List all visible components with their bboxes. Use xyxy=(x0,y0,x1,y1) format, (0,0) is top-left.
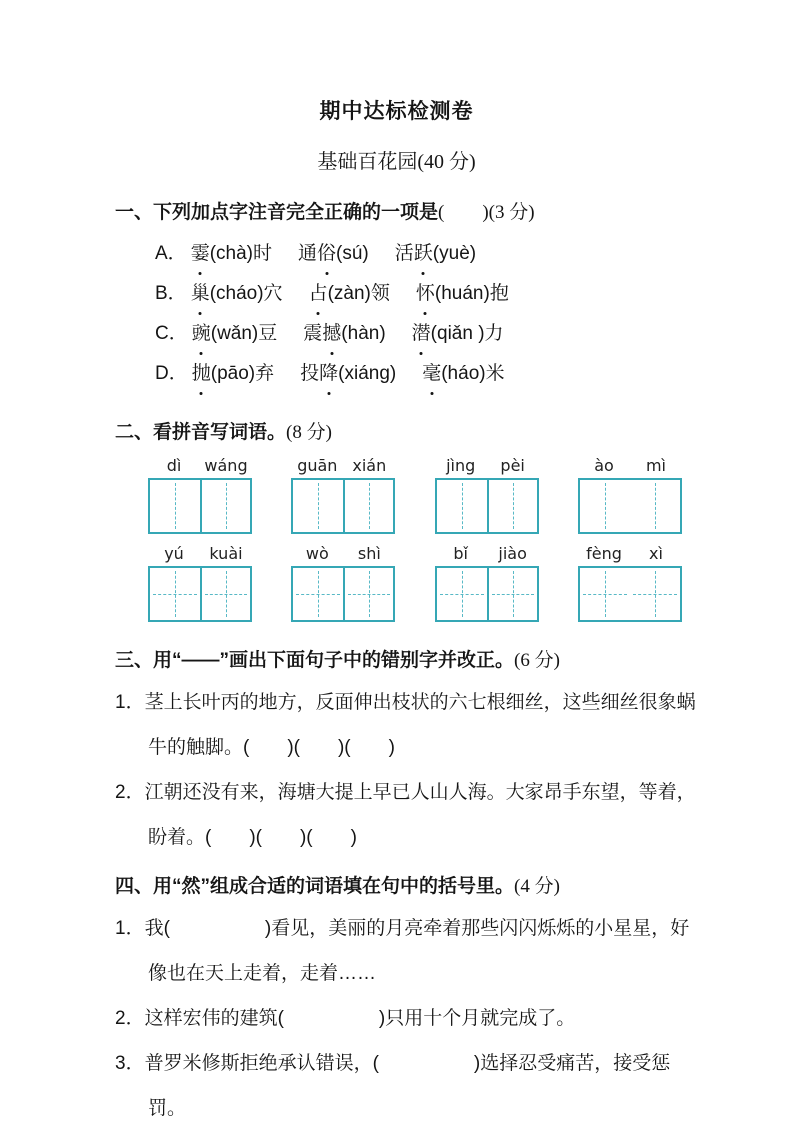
writing-cell[interactable] xyxy=(293,480,343,532)
option-label: B． xyxy=(155,283,187,304)
item-text: 茎上长叶丙的地方，反面伸出枝状的六七根细丝，这些细丝很象蜗牛的触脚。( )( )( ) xyxy=(144,692,696,758)
writing-cell[interactable] xyxy=(580,480,630,532)
pinyin-grid-group xyxy=(291,544,395,622)
section-banner xyxy=(0,145,793,174)
pinyin-label: dì wáng xyxy=(166,456,248,475)
word-group: 抛(pāo)弃 xyxy=(192,354,274,394)
item-text: 我( )看见，美丽的月亮牵着那些闪闪烁烁的小星星，好像也在天上走着，走着…… xyxy=(144,918,690,984)
item-text: 江朝还没有来，海塘大提上早已人山人海。大家昂手东望，等着，盼着。( )( )( ) xyxy=(144,782,696,848)
emphasized-char: 豌 xyxy=(192,314,211,354)
word-group: 占(zàn)领 xyxy=(309,274,390,314)
question-item xyxy=(115,680,698,770)
option-b xyxy=(155,274,793,314)
pinyin-grid-group xyxy=(148,544,252,622)
section-three-header: 三、用“——”画出下面句子中的错别字并改正。(6 分) xyxy=(115,650,560,671)
page-title: 期中达标检测卷 xyxy=(319,100,474,123)
emphasized-char: 占 xyxy=(309,274,328,314)
item-text: 这样宏伟的建筑( )只用十个月就完成了。 xyxy=(144,1008,576,1029)
word-group: 通俗(sú) xyxy=(298,234,369,274)
word-group: 怀(huán)抱 xyxy=(416,274,509,314)
emphasized-char: 抛 xyxy=(192,354,211,394)
writing-grid xyxy=(291,478,395,534)
writing-cell[interactable] xyxy=(630,568,680,620)
emphasized-char: 巢 xyxy=(191,274,210,314)
pinyin-grid-row-2 xyxy=(148,544,682,622)
pinyin-grid-group xyxy=(578,544,682,622)
writing-grid xyxy=(578,566,682,622)
writing-grid xyxy=(435,566,539,622)
score-label: (8 分) xyxy=(286,422,332,443)
emphasized-char: 降 xyxy=(319,354,338,394)
pinyin-label: yú kuài xyxy=(164,544,243,563)
pinyin-grid-group xyxy=(291,456,395,534)
emphasized-char: 霎 xyxy=(191,234,210,274)
writing-cell[interactable] xyxy=(150,480,200,532)
question-item xyxy=(115,996,698,1041)
score-label: (3 分) xyxy=(488,202,535,223)
writing-cell[interactable] xyxy=(293,568,343,620)
writing-cell[interactable] xyxy=(150,568,200,620)
option-label: A． xyxy=(155,243,187,264)
option-label: D． xyxy=(155,363,188,384)
word-group: 活跃(yuè) xyxy=(395,234,476,274)
section-three-items xyxy=(115,680,698,860)
writing-grid xyxy=(148,478,252,534)
writing-grid xyxy=(435,478,539,534)
word-group: 霎(chà)时 xyxy=(191,234,272,274)
option-c xyxy=(155,314,793,354)
banner-text: 基础百花园 xyxy=(317,151,418,173)
writing-cell[interactable] xyxy=(487,480,537,532)
question-item xyxy=(115,770,698,860)
emphasized-char: 俗 xyxy=(317,234,336,274)
word-group: 震撼(hàn) xyxy=(303,314,385,354)
item-number: 2． xyxy=(115,1008,145,1029)
section-four-items xyxy=(115,906,698,1122)
writing-cell[interactable] xyxy=(200,480,250,532)
writing-cell[interactable] xyxy=(437,480,487,532)
word-group: 毫(háo)米 xyxy=(422,354,504,394)
option-label: C． xyxy=(155,323,188,344)
item-number: 3． xyxy=(115,1053,145,1074)
pinyin-grid-group xyxy=(578,456,682,534)
item-number: 1． xyxy=(115,918,145,939)
option-d xyxy=(155,354,793,394)
writing-cell[interactable] xyxy=(487,568,537,620)
writing-cell[interactable] xyxy=(200,568,250,620)
writing-cell[interactable] xyxy=(343,568,393,620)
word-group: 豌(wǎn)豆 xyxy=(192,314,278,354)
question-item xyxy=(115,1041,698,1122)
item-number: 2． xyxy=(115,782,145,803)
pinyin-label: guān xián xyxy=(297,456,387,475)
emphasized-char: 跃 xyxy=(414,234,433,274)
word-group: 潜(qiǎn )力 xyxy=(412,314,504,354)
writing-grid xyxy=(291,566,395,622)
pinyin-grid-group xyxy=(435,544,539,622)
word-group: 巢(cháo)穴 xyxy=(191,274,283,314)
pinyin-label: jìng pèi xyxy=(446,456,525,475)
emphasized-char: 撼 xyxy=(322,314,341,354)
writing-cell[interactable] xyxy=(437,568,487,620)
option-a xyxy=(155,234,793,274)
pinyin-grid-group xyxy=(435,456,539,534)
writing-grid xyxy=(148,566,252,622)
writing-cell[interactable] xyxy=(343,480,393,532)
item-text: 普罗米修斯拒绝承认错误，( )选择忍受痛苦，接受惩罚。 xyxy=(144,1053,671,1119)
option-list xyxy=(155,234,793,394)
section-one-header: 一、下列加点字注音完全正确的一项是( )(3 分) xyxy=(115,202,535,223)
question-item xyxy=(115,906,698,996)
answer-blank: ( ) xyxy=(438,202,489,223)
emphasized-char: 潜 xyxy=(412,314,431,354)
pinyin-label: wò shì xyxy=(305,544,381,563)
pinyin-grid-group xyxy=(148,456,252,534)
pinyin-grid-row-1 xyxy=(148,456,682,534)
emphasized-char: 怀 xyxy=(416,274,435,314)
section-two-header: 二、看拼音写词语。(8 分) xyxy=(115,422,332,443)
writing-cell[interactable] xyxy=(580,568,630,620)
item-number: 1． xyxy=(115,692,145,713)
emphasized-char: 毫 xyxy=(422,354,441,394)
writing-grid xyxy=(578,478,682,534)
score-label: (4 分) xyxy=(514,876,560,897)
pinyin-label: ào mì xyxy=(594,456,666,475)
score-label: (6 分) xyxy=(514,650,560,671)
writing-cell[interactable] xyxy=(630,480,680,532)
section-four-header: 四、用“然”组成合适的词语填在句中的括号里。(4 分) xyxy=(115,876,560,897)
pinyin-label: bǐ jiào xyxy=(453,544,527,563)
word-group: 投降(xiáng) xyxy=(300,354,396,394)
banner-score: (40 分) xyxy=(417,151,476,173)
pinyin-label: fèng xì xyxy=(586,544,663,563)
